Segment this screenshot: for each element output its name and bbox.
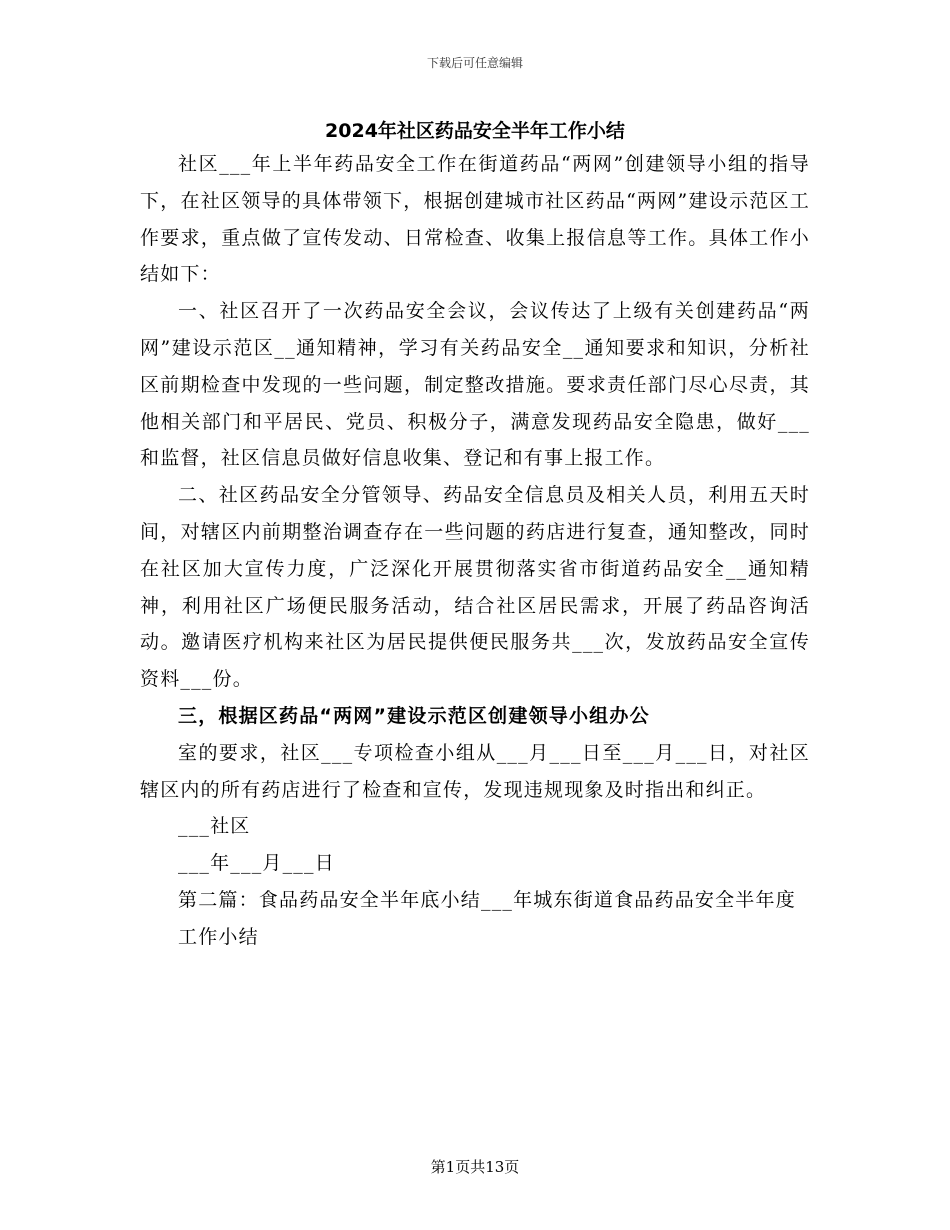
paragraph-section-1: 一、社区召开了一次药品安全会议，会议传达了上级有关创建药品“两网”建设示范区__通知精神，学习有关药品安全__通知要求和知识，分析社区前期检查中发现的一些问题，制定整改措施。要求责任部门尽心尽责，其他相关部门和平居民、党员、积极分子，满意发现药品安全隐患，做好___和监督，社区信息员做好信息收集、登记和有事上报工作。 (140, 300, 810, 470)
paragraph-section-2: 二、社区药品安全分管领导、药品安全信息员及相关人员，利用五天时间，对辖区内前期整治调查存在一些问题的药店进行复查，通知整改，同时在社区加大宣传力度，广泛深化开展贯彻落实省市街道药品安全__通知精神，利用社区广场便民服务活动，结合社区居民需求，开展了药品咨询活动。邀请医疗机构来社区为居民提供便民服务共___次，发放药品安全宣传资料___份。 (140, 484, 810, 691)
paragraph-intro: 社区___年上半年药品安全工作在街道药品“两网”创建领导小组的指导下，在社区领导的具体带领下，根据创建城市社区药品“两网”建设示范区工作要求，重点做了宣传发动、日常检查、收集上报信息等工作。具体工作小结如下： (140, 153, 810, 286)
signature-community: ___社区 (178, 815, 251, 838)
document-body (140, 146, 810, 956)
paragraph-second-article: 第二篇：食品药品安全半年底小结___年城东街道食品药品安全半年度 (178, 888, 796, 911)
paragraph-section-3-body: 室的要求，社区___专项检查小组从___月___日至___月___日，对社区辖区内的所有药店进行了检查和宣传，发现违规现象及时指出和纠正。 (140, 741, 810, 801)
document-title: 2024年社区药品安全半年工作小结 (325, 120, 625, 142)
paragraph-section-3-heading: 三，根据区药品“两网”建设示范区创建领导小组办公 (178, 704, 650, 727)
paragraph-work-summary: 工作小结 (178, 925, 259, 948)
page-header-note: 下载后可任意编辑 (426, 56, 523, 70)
signature-date: ___年___月___日 (178, 852, 335, 875)
page-footer-page-number: 第1页共13页 (430, 1158, 520, 1176)
